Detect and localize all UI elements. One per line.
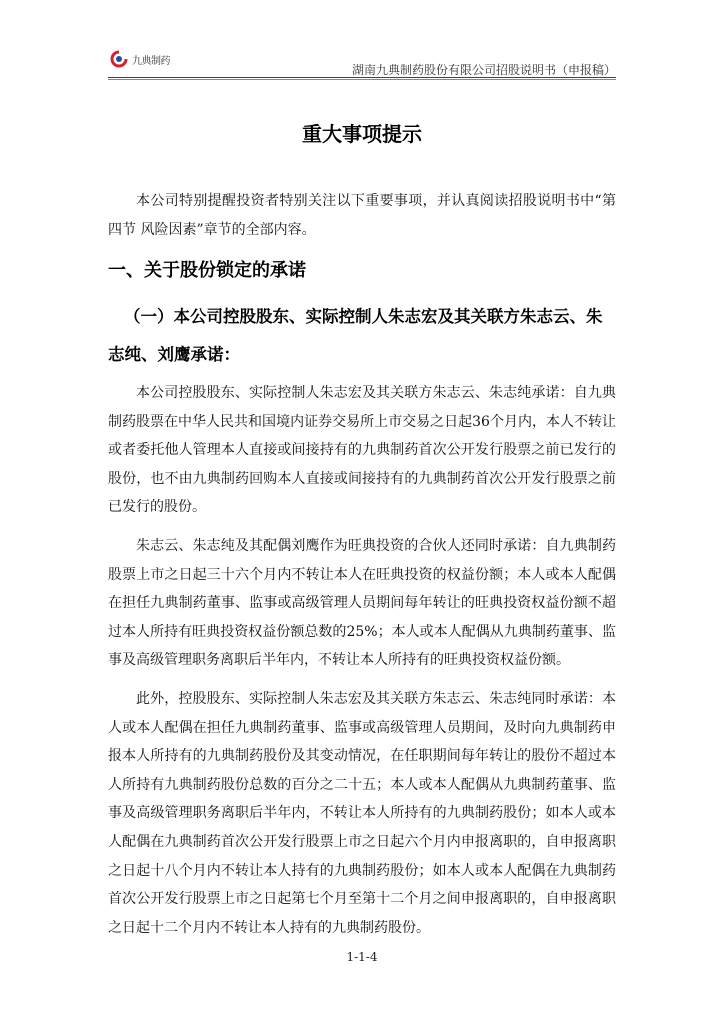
- body-paragraph: 此外，控股股东、实际控制人朱志宏及其关联方朱志云、朱志纯同时承诺：本人或本人配偶在担任九典制药董事、监事或高级管理人员期间，及时向九典制药申报本人所持有的九典制药股份及其变动情况，在任职期间每年转让的股份不超过本人所持有九典制药股份总数的百分之二十五；本人或本人配偶从九典制药董事、监事及高级管理职务离职后半年内，不转让本人所持有的九典制药股份；如本人或本人配偶在九典制药首次公开发行股票上市之日起六个月内申报离职的，自申报离职之日起十八个月内不转让本人持有的九典制药股份；如本人或本人配偶在九典制药首次公开发行股票上市之日起第七个月至第十二个月之间申报离职的，自申报离职之日起十二个月内不转让本人持有的九典制药股份。: [108, 691, 616, 936]
- logo-mark-icon: [108, 50, 130, 68]
- page-header: [108, 44, 616, 78]
- document-title: 湖南九典制药股份有限公司招股说明书（申报稿）: [351, 63, 616, 77]
- intro-paragraph: 本公司特别提醒投资者特别关注以下重要事项，并认真阅读招股说明书中“第四节 风险因素”章节的全部内容。: [108, 193, 616, 238]
- header-divider-thin: [108, 79, 616, 80]
- page-number: 1-1-4: [346, 950, 378, 964]
- company-logo: [108, 50, 170, 68]
- section-heading: 一、关于股份锁定的承诺: [108, 260, 306, 281]
- body-paragraph: 本公司控股股东、实际控制人朱志宏及其关联方朱志云、朱志纯承诺：自九典制药股票在中华人民共和国境内证券交易所上市交易之日起36个月内，本人不转让或者委托他人管理本人直接或间接持有的九典制药首次公开发行股票之前已发行的股份，也不由九典制药回购本人直接或间接持有的九典制药首次公开发行股票之前已发行的股份。: [108, 385, 616, 516]
- body-paragraph: 朱志云、朱志纯及其配偶刘鹰作为旺典投资的合伙人还同时承诺：自九典制药股票上市之日起三十六个月内不转让本人在旺典投资的权益份额；本人或本人配偶在担任九典制药董事、监事或高级管理人员期间每年转让的旺典投资权益份额不超过本人所持有旺典投资权益份额总数的25%；本人或本人配偶从九典制药董事、监事及高级管理职务离职后半年内，不转让本人所持有的旺典投资权益份额。: [108, 538, 616, 669]
- header-divider: [108, 77, 616, 78]
- subsection-heading: （一）本公司控股股东、实际控制人朱志宏及其关联方朱志云、朱志纯、刘鹰承诺：: [108, 307, 603, 364]
- logo-text: 九典制药: [132, 55, 170, 67]
- page-title: 重大事项提示: [302, 122, 422, 146]
